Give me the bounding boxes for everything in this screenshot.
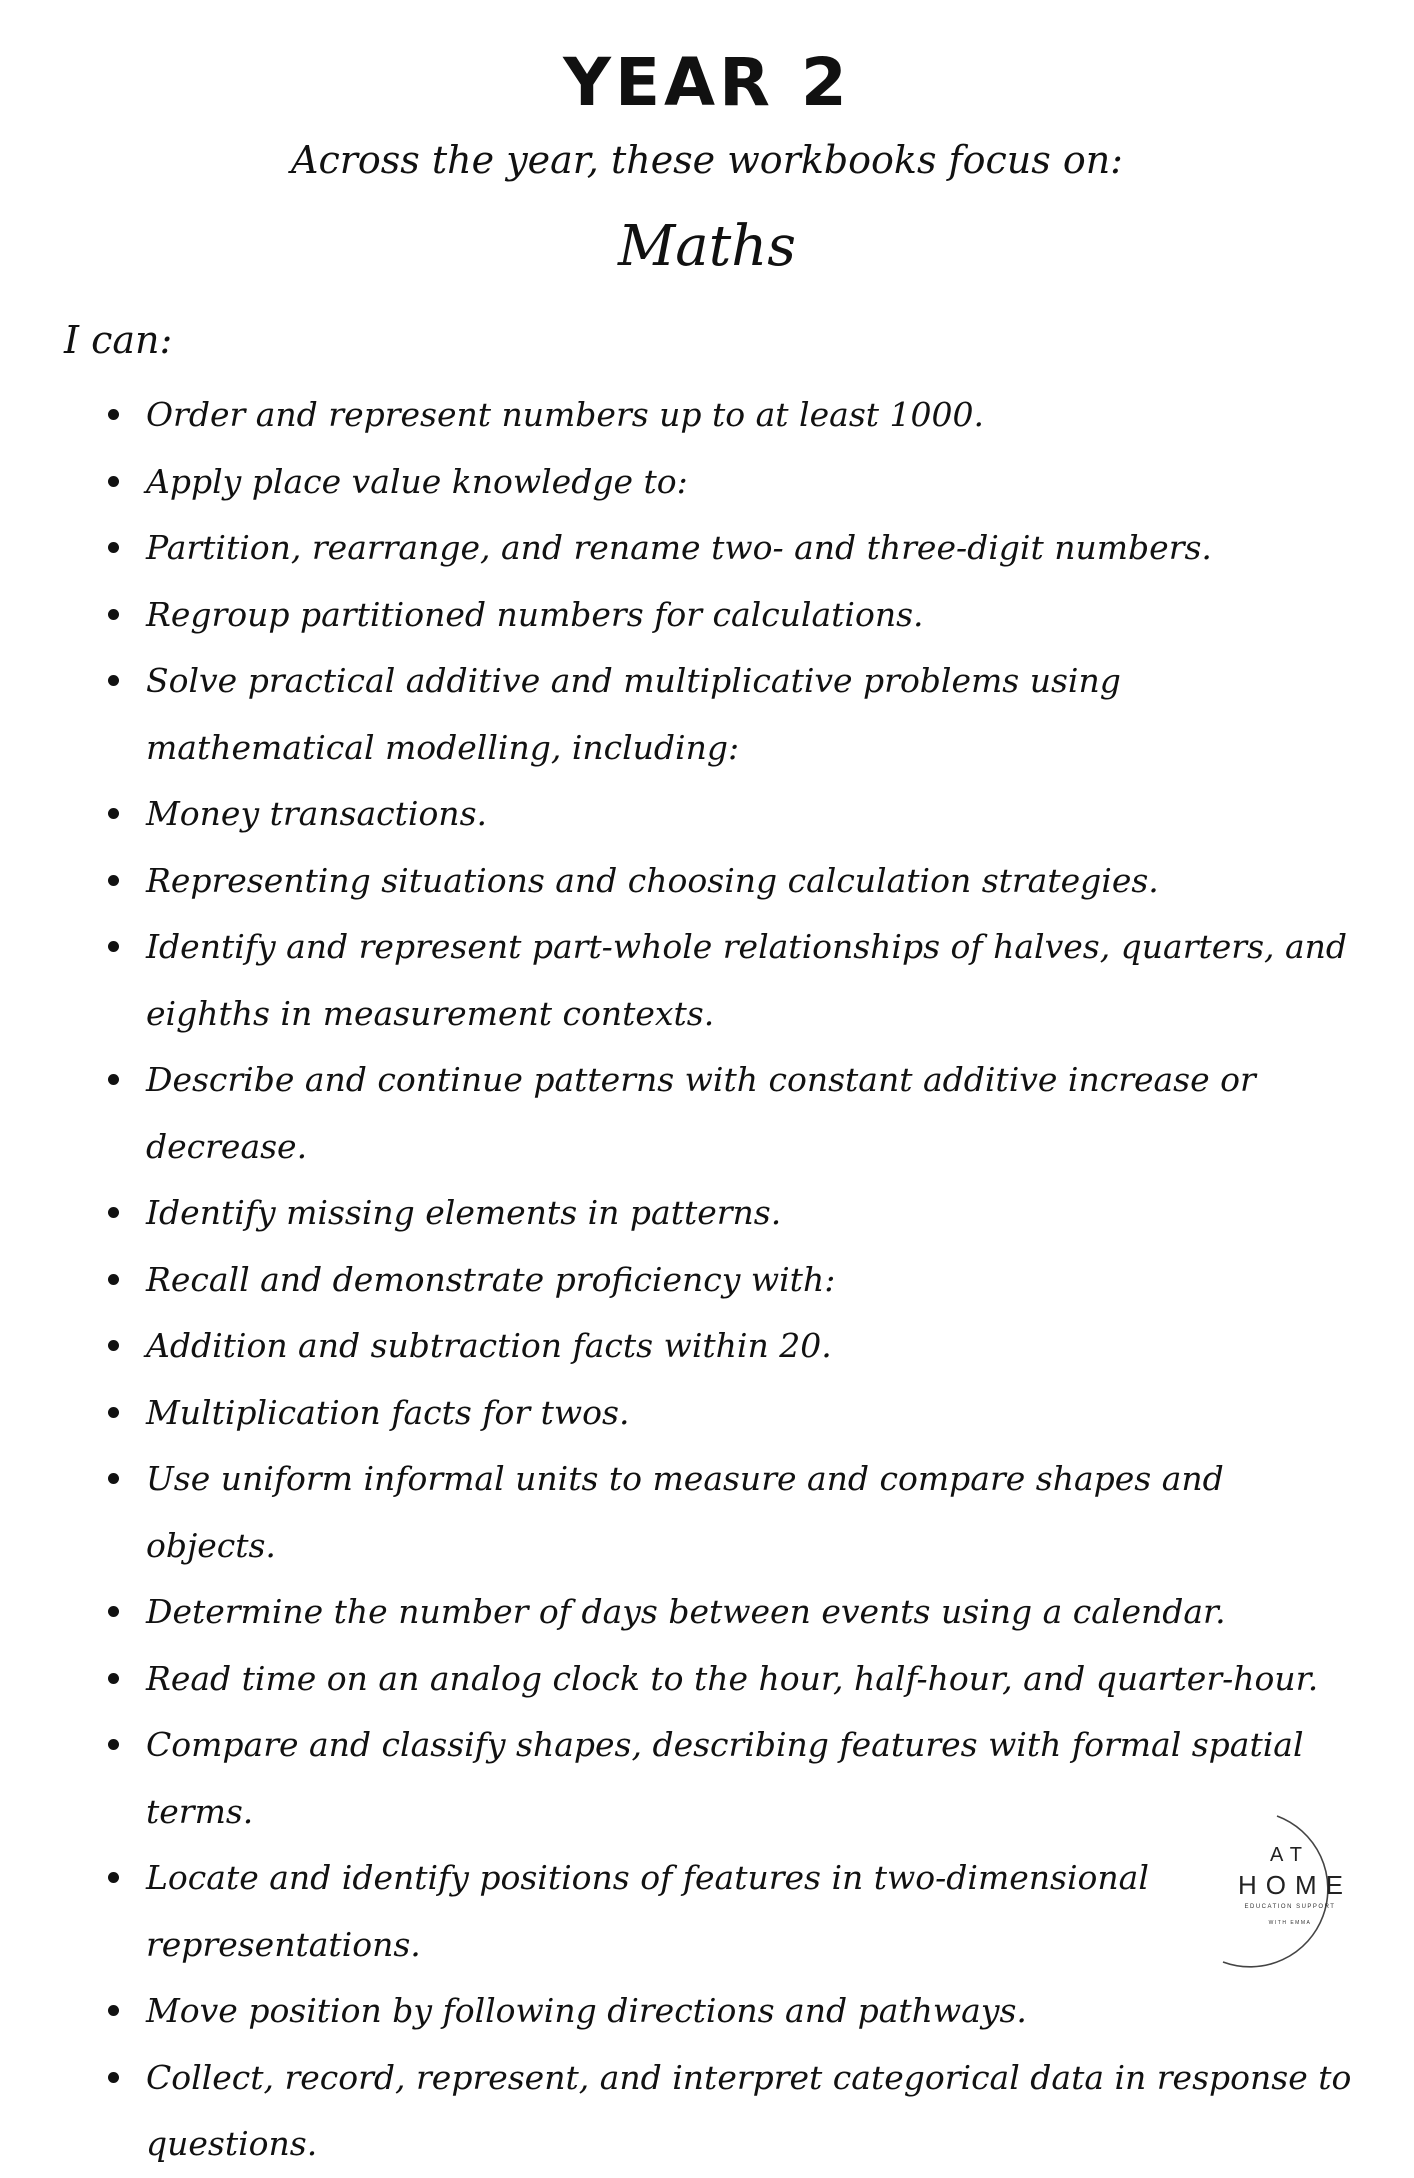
list-item-text: Identify and represent part-whole relationships of halves, quarters, and eighths in measurement contexts. (146, 927, 1348, 1033)
bullet-icon (108, 476, 119, 487)
list-item (108, 1180, 1358, 1247)
bullet-icon (108, 1407, 119, 1418)
list-item (108, 1446, 1358, 1579)
list-item (108, 914, 1358, 1047)
list-item (108, 382, 1358, 449)
bullet-icon (108, 609, 119, 620)
intro-label: I can: (64, 318, 173, 362)
list-item (108, 1579, 1358, 1646)
bullet-icon (108, 2005, 119, 2016)
bullet-icon (108, 1473, 119, 1484)
bullet-icon (108, 1673, 119, 1684)
list-item-text: Compare and classify shapes, describing features with formal spatial terms. (146, 1725, 1304, 1831)
list-item (108, 449, 1358, 516)
list-item-text: Multiplication facts for twos. (146, 1392, 630, 1432)
list-item-text: Collect, record, represent, and interpret categorical data in response to questions. (146, 2057, 1352, 2163)
list-item (108, 1646, 1358, 1713)
list-item-text: Move position by following directions and pathways. (146, 1991, 1027, 2030)
list-item-text: Addition and subtraction facts within 20. (146, 1326, 832, 1365)
bullet-icon (108, 808, 119, 819)
bullet-icon (108, 1606, 119, 1617)
list-item-text: Order and represent numbers up to at least 1000. (146, 395, 984, 434)
bullet-icon (108, 542, 119, 553)
list-item (108, 781, 1358, 848)
list-item (108, 1978, 1358, 2045)
list-item-text: Identify missing elements in patterns. (146, 1193, 782, 1232)
list-item (108, 1380, 1358, 1447)
bullet-icon (108, 2072, 119, 2083)
bullet-icon (108, 875, 119, 886)
list-item-text: Recall and demonstrate proficiency with: (146, 1259, 836, 1299)
bullet-icon (108, 941, 119, 952)
list-item-text: Read time on an analog clock to the hour, half-hour, and quarter-hour. (146, 1658, 1319, 1698)
page-title: YEAR 2 (563, 44, 851, 121)
list-item (108, 648, 1358, 781)
list-item-text: Money transactions. (146, 794, 487, 833)
bullet-icon (108, 409, 119, 420)
bullet-icon (108, 1074, 119, 1085)
logo-text-at: AT (1269, 1844, 1311, 1866)
list-item (108, 848, 1358, 915)
list-item-text: Describe and continue patterns with constant additive increase or decrease. (146, 1060, 1256, 1166)
bullet-icon (108, 1340, 119, 1351)
list-item-text: Solve practical additive and multiplicative problems using mathematical modelling, including: (146, 661, 1121, 767)
list-item (108, 2045, 1358, 2178)
logo-text-emma: WITH EMMA (1268, 1920, 1312, 1926)
list-item (108, 1712, 1358, 1845)
logo-text-home: HOME (1238, 1870, 1352, 1900)
list-item (108, 1845, 1358, 1978)
list-item-text: Locate and identify positions of features in two-dimensional representations. (146, 1858, 1149, 1964)
list-item-text: Regroup partitioned numbers for calculations. (146, 594, 924, 634)
list-item-text: Determine the number of days between events using a calendar. (146, 1592, 1226, 1631)
bullet-icon (108, 675, 119, 686)
bullet-icon (108, 1207, 119, 1218)
subject-heading: Maths (617, 214, 797, 279)
list-item (108, 515, 1358, 582)
outcomes-list (108, 382, 1358, 2178)
list-item (108, 582, 1358, 649)
list-item-text: Partition, rearrange, and rename two- and three-digit numbers. (146, 528, 1212, 567)
brand-logo (1215, 1812, 1385, 1972)
logo-text-support: EDUCATION SUPPORT (1244, 1904, 1336, 1910)
bullet-icon (108, 1872, 119, 1883)
focus-subtitle: Across the year, these workbooks focus on: (291, 138, 1123, 182)
list-item-text: Use uniform informal units to measure and compare shapes and objects. (146, 1459, 1224, 1565)
list-item (108, 1313, 1358, 1380)
list-item-text: Representing situations and choosing calculation strategies. (146, 860, 1159, 900)
list-item (108, 1047, 1358, 1180)
list-item (108, 1247, 1358, 1314)
list-item-text: Apply place value knowledge to: (146, 461, 688, 501)
bullet-icon (108, 1274, 119, 1285)
bullet-icon (108, 1739, 119, 1750)
